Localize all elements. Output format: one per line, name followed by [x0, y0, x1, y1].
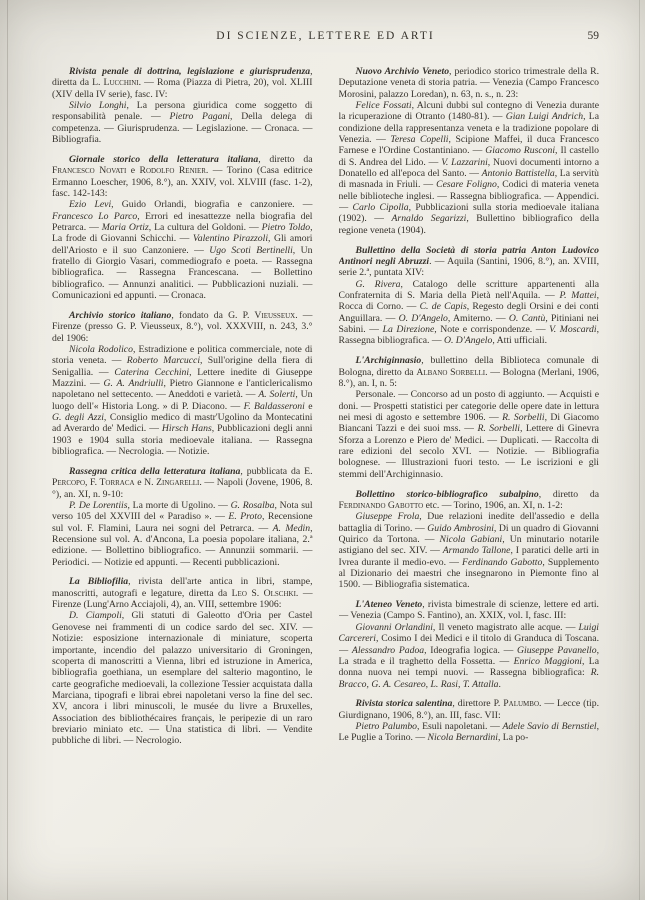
text-run: , La persona giuridica come soggetto di responsabilità penale. — — [52, 100, 313, 123]
journal-title: L'Ateneo Veneto — [355, 599, 423, 611]
author-name: A. Solerti — [258, 389, 296, 401]
author-name: Giuseppe Frola — [355, 511, 420, 523]
text-run: , fondato da — [171, 309, 229, 321]
entry-heading — [52, 66, 313, 100]
entry-heading — [339, 355, 600, 389]
text-run: , Rocca di Corno. — — [338, 290, 599, 313]
text-run: , Codici di materia veneta nelle biblioteche inglesi. — Rassegna bibliografica. — Appendici. — — [338, 179, 599, 214]
author-name: Alessandro Padoa — [351, 644, 425, 656]
author-name: Armando Tallone — [442, 545, 511, 557]
author-name: Guido Ambrosini — [427, 522, 494, 534]
page-header — [52, 30, 599, 42]
author-name: Roberto Marcucci — [126, 355, 201, 367]
author-name: Luigi Carcereri — [338, 621, 599, 645]
text-run: . — Aquila (Santini, 1906, 8.°), an. XVIII, serie 2.ª, puntata XIV: — [338, 256, 599, 279]
text-run: , bullettino della Biblioteca comunale di Bologna, diretto da — [338, 355, 599, 378]
text-run: , Catalogo delle scritture appartenenti alla Confraternita di S. Maria della Pietà nell'Aquila. — — [338, 278, 599, 302]
text-run: . — Napoli (Jovene, 1906, 8.°), an. XI, n. 9-10: — [52, 477, 313, 500]
text-run: , Le Puglie a Torino. — — [338, 721, 599, 744]
author-name: Nicola Rodolico — [69, 343, 133, 355]
text-run: . — Bologna (Merlani, 1906, 8.°), an. I, n. 5: — [338, 366, 599, 389]
author-name: P. De Lorentiis — [69, 499, 128, 511]
text-run: , La cultura del Goldoni. — — [148, 221, 262, 233]
author-name: R. Bracco, G. A. Cesareo, L. Rasi, T. Attalla — [338, 667, 599, 690]
author-name: Arnaldo Segarizzi — [391, 213, 467, 225]
text-run: , Supplemento al Dizionario dei maestri che insegnarono in Piemonte fino al 1500. — Bibliografia sistematica. — [338, 556, 599, 591]
text-run: , Pubblicazioni degli anni 1903 e 1904 sulla storia medioevale italiana. — Rassegna bibliografica. — Necrologia. — Notizie. — [52, 423, 313, 457]
author-name: P. Mattei — [559, 290, 597, 302]
entry-contents — [339, 100, 600, 236]
text-run: . — Lecce (tip. Giurdignano, 1906, 8.°), an. III, fasc. VII: — [338, 698, 599, 721]
author-name: D. Ciampoli — [69, 610, 122, 622]
author-name: G. Rivera — [355, 278, 401, 290]
entry-contents — [339, 622, 600, 690]
entry-heading — [52, 310, 313, 344]
author-name: Silvio Longhi — [69, 100, 127, 112]
author-name: Hirsch Hans — [161, 423, 212, 435]
author-name: G. Rosalba — [230, 499, 275, 511]
entry-heading — [339, 599, 600, 622]
author-name: Pietro Palumbo — [355, 721, 418, 733]
editor-name: Ferdinando Gabotto — [338, 499, 424, 511]
text-run: , rivista dell'arte antica in libri, stampe, manoscritti, autografi e legature, diretta da — [52, 576, 313, 599]
text-run: e — [126, 165, 140, 177]
text-run: , Recensione sul vol. A. d'Ancona, La poesia popolare italiana, 2.ª edizione. — Bollettino bibliografico. — Annunzii sommarii. — Periodici. — Notizie ed appunti. — Recenti pubblicazioni. — [52, 522, 313, 568]
text-run: , La donna nuova nei tempi nuovi. — Rassegna bibliografica: — [338, 655, 599, 679]
text-run: , Il castello di S. Andrea del Lido. — — [338, 145, 599, 168]
text-run: , Ideografia logica. — — [424, 644, 517, 656]
text-run: , I paratici delle arti in Ivrea durante il medio-evo. — — [338, 545, 599, 568]
text-run: , Sull'origine della fiera di Senigallia. — — [52, 355, 313, 378]
author-name: F. Baldasseroni — [243, 400, 305, 412]
text-run: . — Firenze (Lung'Arno Acciajoli, 4), an. VIII, settembre 1906: — [52, 587, 313, 611]
entry-contents — [52, 199, 313, 301]
author-name: Ferdinando Gabotto — [462, 556, 543, 568]
editor-name: P. Palumbo — [493, 698, 539, 710]
text-run: , Un fratello di Giorgio Vasari, commediografo e poeta. — Rassegna bibliografica. — Rassegna Francescana. — Bollettino bibliografico. — Annunzi analitici. — Pubblicazioni nuziali. — Comunicazioni ed appunti. — Cronaca. — [52, 244, 313, 302]
column-left — [52, 66, 313, 884]
text-run: e — [304, 400, 313, 412]
author-name: Ugo Scoti Bertinelli — [209, 244, 293, 256]
author-name: C. de Capis — [419, 301, 467, 313]
author-name: E. Proto — [228, 511, 262, 523]
page-number: 59 — [587, 30, 599, 42]
text-run: , Di un quadro di Giovanni Quirico da Tortona. — — [338, 522, 599, 545]
entry-heading — [339, 698, 600, 721]
text-run: , Atti ufficiali. — [492, 335, 548, 347]
entry-contents — [52, 344, 313, 457]
text-run: . — Roma (Piazza di Pietra, 20), vol. XLIII (XIV della IV serie), fasc. IV: — [52, 77, 313, 100]
author-name: A. Medin — [272, 522, 311, 534]
author-name: G. A. Andriulli — [103, 377, 164, 389]
text-run: , Di Giacomo Biancani Tazzi e dei suoi mss. — — [338, 411, 599, 435]
editor-name: G. P. Vieusseux — [228, 309, 296, 321]
entry-heading — [339, 489, 600, 512]
running-title: DI SCIENZE, LETTERE ED ARTI — [216, 30, 435, 42]
author-name: Francesco Lo Parco — [52, 210, 138, 222]
author-name: R. Sorbelli — [477, 423, 520, 435]
entry-contents — [52, 610, 313, 746]
text-run: , Cosimo I dei Medici e il titolo di Granduca di Toscana. — — [338, 633, 599, 656]
author-name: Felice Fossati — [355, 100, 412, 112]
text-run: , Consiglio medico di mastr'Ugolino da Montecatini ad Averardo de' Medici. — — [52, 411, 313, 435]
text-run: . — Firenze (presso G. P. Vieusseux, 8.°), vol. XXXVIII, n. 243, 3.° del 1906: — [52, 309, 313, 344]
author-name: O. D'Angelo — [398, 312, 448, 324]
text-run: etc. — Torino, 1906, an. XI, n. 1-2: — [423, 499, 563, 511]
text-run: , Pietro Giannone e l'anticlericalismo napoletano nel settecento. — Aneddoti e varietà. — — [52, 377, 313, 401]
text-run: , Regesto degli Orsini e dei conti Anguillara. — — [338, 301, 599, 324]
column-right — [339, 66, 600, 884]
text-run: , Gli statuti di Galeotto d'Oria per Castel Genovese nei frammenti di un codice sardo del sec. XIV. — Notizie: esposizione internazionale di miniature, scoperta importante, incendio del palazzo universitario di Groningen, scoperta di manoscritti a Vienna, libri ed istruzione in America, bibliografia goethiana, un esemplare del salterio magontino, le carte geografiche medioevali, la collezione Tessier acquistata dalla Marciana, tipografi e librai ebrei napoletani verso la fine del sec. XV, ancora i libri minuscoli, le musée du livre a Bruxelles, Association des bibliothécaires français, le peripezie di un raro breviario miniato etc. — Una statistica di libri. — Vendite pubbliche di libri. — Necrologio. — [52, 610, 313, 747]
text-run: , Lettere di Ginevra Sforza a Lorenzo e Piero de' Medici. — Duplicati. — Raccolta di rare edizioni del secolo XVI. — Notizie. — Bibliografia bolognese. — Illustrazioni fuori testo. — Le iscrizioni e gli stemmi dell'Archiginnasio. — [338, 423, 599, 480]
journal-title: Giornale storico della letteratura italiana — [69, 153, 259, 165]
author-name: Valentino Pirazzoli — [192, 233, 269, 245]
editor-name: E. Percopo, F. Torraca — [52, 465, 313, 489]
entry-contents — [339, 721, 600, 744]
author-name: Teresa Copelli — [390, 134, 449, 146]
entry-contents — [339, 279, 600, 347]
text-run: , diretta da — [52, 66, 313, 89]
journal-title: Bollettino storico-bibliografico subalpino — [355, 488, 539, 500]
editor-name: Leo S. Olschki — [231, 587, 296, 599]
editor-name: N. Zingarelli — [144, 477, 200, 489]
text-run: , Note e corrispondenze. — — [434, 324, 550, 336]
journal-title: Rivista storica salentina — [355, 698, 453, 710]
entry-contents — [339, 389, 600, 480]
author-name: Carlo Cipolla — [352, 202, 409, 214]
text-run: , pubblicata da — [240, 465, 305, 477]
author-name: Giuseppe Pavanello — [517, 644, 597, 656]
journal-title: Rassegna critica della letteratura italiana — [69, 465, 241, 477]
entry-contents — [52, 500, 313, 568]
text-columns — [52, 66, 599, 884]
text-run: , Scipione Maffei, il duca Francesco Farnese e l'Ordine Costantiniano. — — [338, 134, 599, 157]
text-run: e — [134, 477, 145, 489]
text-run: , Nota sul verso 105 del XXVIII del « Paradiso ». — — [52, 499, 313, 523]
entry-heading — [339, 66, 600, 100]
entry-heading — [52, 154, 313, 199]
author-name: La Direzione — [382, 324, 435, 336]
text-run: . — Torino (Casa editrice Ermanno Loescher, 1906, 8.°), an. XXIV, vol. XLVIII (fasc. 1-2), fasc. 142-143: — [52, 165, 313, 199]
text-run: , La morte di Ugolino. — — [127, 499, 231, 511]
text-run: , diretto da — [538, 488, 599, 500]
text-run: , Estradizione e politica commerciale, note di storia veneta. — — [52, 343, 313, 367]
author-name: Maria Ortiz — [101, 221, 149, 233]
text-run: , Un minutario notarile astigiano del sec. XIV. — — [338, 533, 599, 557]
editor-name: Albano Sorbelli — [416, 366, 486, 378]
author-name: Nicola Bernardini — [427, 732, 498, 744]
text-run: , Pitiniani nei Sabini. — — [338, 312, 599, 336]
entry-heading — [52, 466, 313, 500]
text-run: , La po- — [497, 732, 529, 744]
text-run: , Gli amori dell'Ariosto e il suo Canzoniere. — — [52, 233, 313, 256]
text-run: , Esuli napoletani. — — [417, 721, 503, 733]
text-run: , Il veneto magistrato alle acque. — — [432, 621, 579, 633]
journal-title: Bullettino della Società di storia patria Anton Ludovico Antinori negli Abruzzi — [338, 244, 599, 267]
text-run: , Nuovi documenti intorno a Donatello ed all'epoca del Santo. — — [338, 156, 599, 180]
text-run: , periodico storico trimestrale della R. Deputazione veneta di storia patria. — Venezia (Campo Francesco Morosini, palazzo Loredan), n. 63, n. s., n. 23: — [338, 66, 599, 100]
author-name: Nicola Gabiani — [439, 533, 503, 545]
author-name: Giovanni Orlandini — [355, 621, 433, 633]
editor-name: Francesco Novati — [52, 165, 127, 177]
text-run: , Alcuni dubbi sul contegno di Venezia durante la ricuperazione di Otranto (1480-81). — — [338, 100, 599, 123]
author-name: V. Lazzarini — [441, 156, 488, 168]
editor-name: Rodolfo Renier — [139, 165, 206, 177]
text-run: , La condizione della rappresentanza veneta e la tradizione popolare di Venezia. — — [338, 111, 599, 146]
text-run: , Errori ed inesattezze nella biografia del Petrarca. — — [52, 210, 313, 233]
author-name: O. D'Angelo — [443, 335, 493, 347]
text-run: , La strada e il traghetto della Fossetta. — — [338, 644, 599, 667]
text-run: , La servitù di masnada in Friuli. — — [338, 168, 599, 191]
text-run: . — [498, 678, 501, 690]
journal-title: Rivista penale di dottrina, legislazione e giurisprudenza — [69, 66, 311, 77]
text-run: , Lettere inedite di Giuseppe Mazzini. — — [52, 366, 313, 389]
entry-contents — [339, 511, 600, 590]
author-name: Caterina Cecchini — [114, 366, 190, 378]
entry-heading — [339, 245, 600, 279]
author-name: Antonio Battistella — [481, 168, 555, 180]
text-run: , Pubblicazioni sulla storia medioevale italiana (1902). — — [338, 202, 599, 225]
author-name: Cesare Foligno — [436, 179, 497, 191]
text-run: , Bullettino bibliografico della regione veneta (1904). — [338, 213, 599, 236]
author-name: V. Moscardi — [549, 324, 597, 336]
text-run: , rivista bimestrale di scienze, lettere ed arti. — Venezia (Campo S. Fantino), an. XXIX, vol. I, fasc. III: — [338, 599, 599, 622]
text-run: , Guido Orlandi, biografia e canzoniere. — — [111, 199, 313, 211]
text-run: , diretto da — [258, 153, 313, 165]
journal-title: La Bibliofilia — [69, 576, 129, 588]
text-run: Personale. — Concorso ad un posto di aggiunto. — Acquisti e doni. — Prospetti statistici per categorie delle opere date in lettura nei mesi di agosto e settembre 1906. — — [338, 389, 599, 423]
author-name: Pietro Pagani — [169, 111, 231, 123]
editor-name: L. Lucchini — [92, 77, 139, 89]
text-run: , Un luogo dell'« Historia Long. » di P. Diacono. — — [52, 389, 313, 412]
entry-heading — [52, 576, 313, 610]
author-name: Adele Savio di Bernstiel — [502, 721, 597, 733]
author-name: R. Sorbelli — [502, 411, 545, 423]
text-run: , La frode di Giovanni Schicchi. — — [52, 221, 313, 245]
author-name: Gian Luigi Andrich — [505, 111, 584, 123]
entry-contents — [52, 100, 313, 145]
text-run: , Due relazioni inedite dell'assedio e della battaglia di Torino. — — [338, 511, 599, 534]
text-run: , Recensione sul vol. F. Flamini, Laura nei sogni del Petrarca. — — [52, 511, 313, 534]
author-name: Giacomo Rusconi — [485, 145, 556, 157]
journal-title: L'Archiginnasio — [355, 355, 422, 367]
author-name: Ezio Levi — [69, 199, 112, 211]
author-name: O. Cantù — [508, 312, 546, 324]
text-run: , direttore — [452, 698, 494, 710]
journal-title: Nuovo Archivio Veneto — [355, 66, 450, 77]
author-name: G. degli Azzi — [52, 411, 104, 423]
author-name: Enrico Maggioni — [513, 655, 582, 667]
text-run: , Amiterno. — — [447, 312, 509, 324]
author-name: Pietro Toldo — [261, 221, 311, 233]
journal-title: Archivio storico italiano — [69, 309, 172, 321]
text-run: , Rassegna bibliografica. — — [338, 324, 599, 347]
text-run: , Della delega di competenza. — Giurisprudenza. — Legislazione. — Cronaca. — Bibliografia. — [52, 111, 313, 146]
